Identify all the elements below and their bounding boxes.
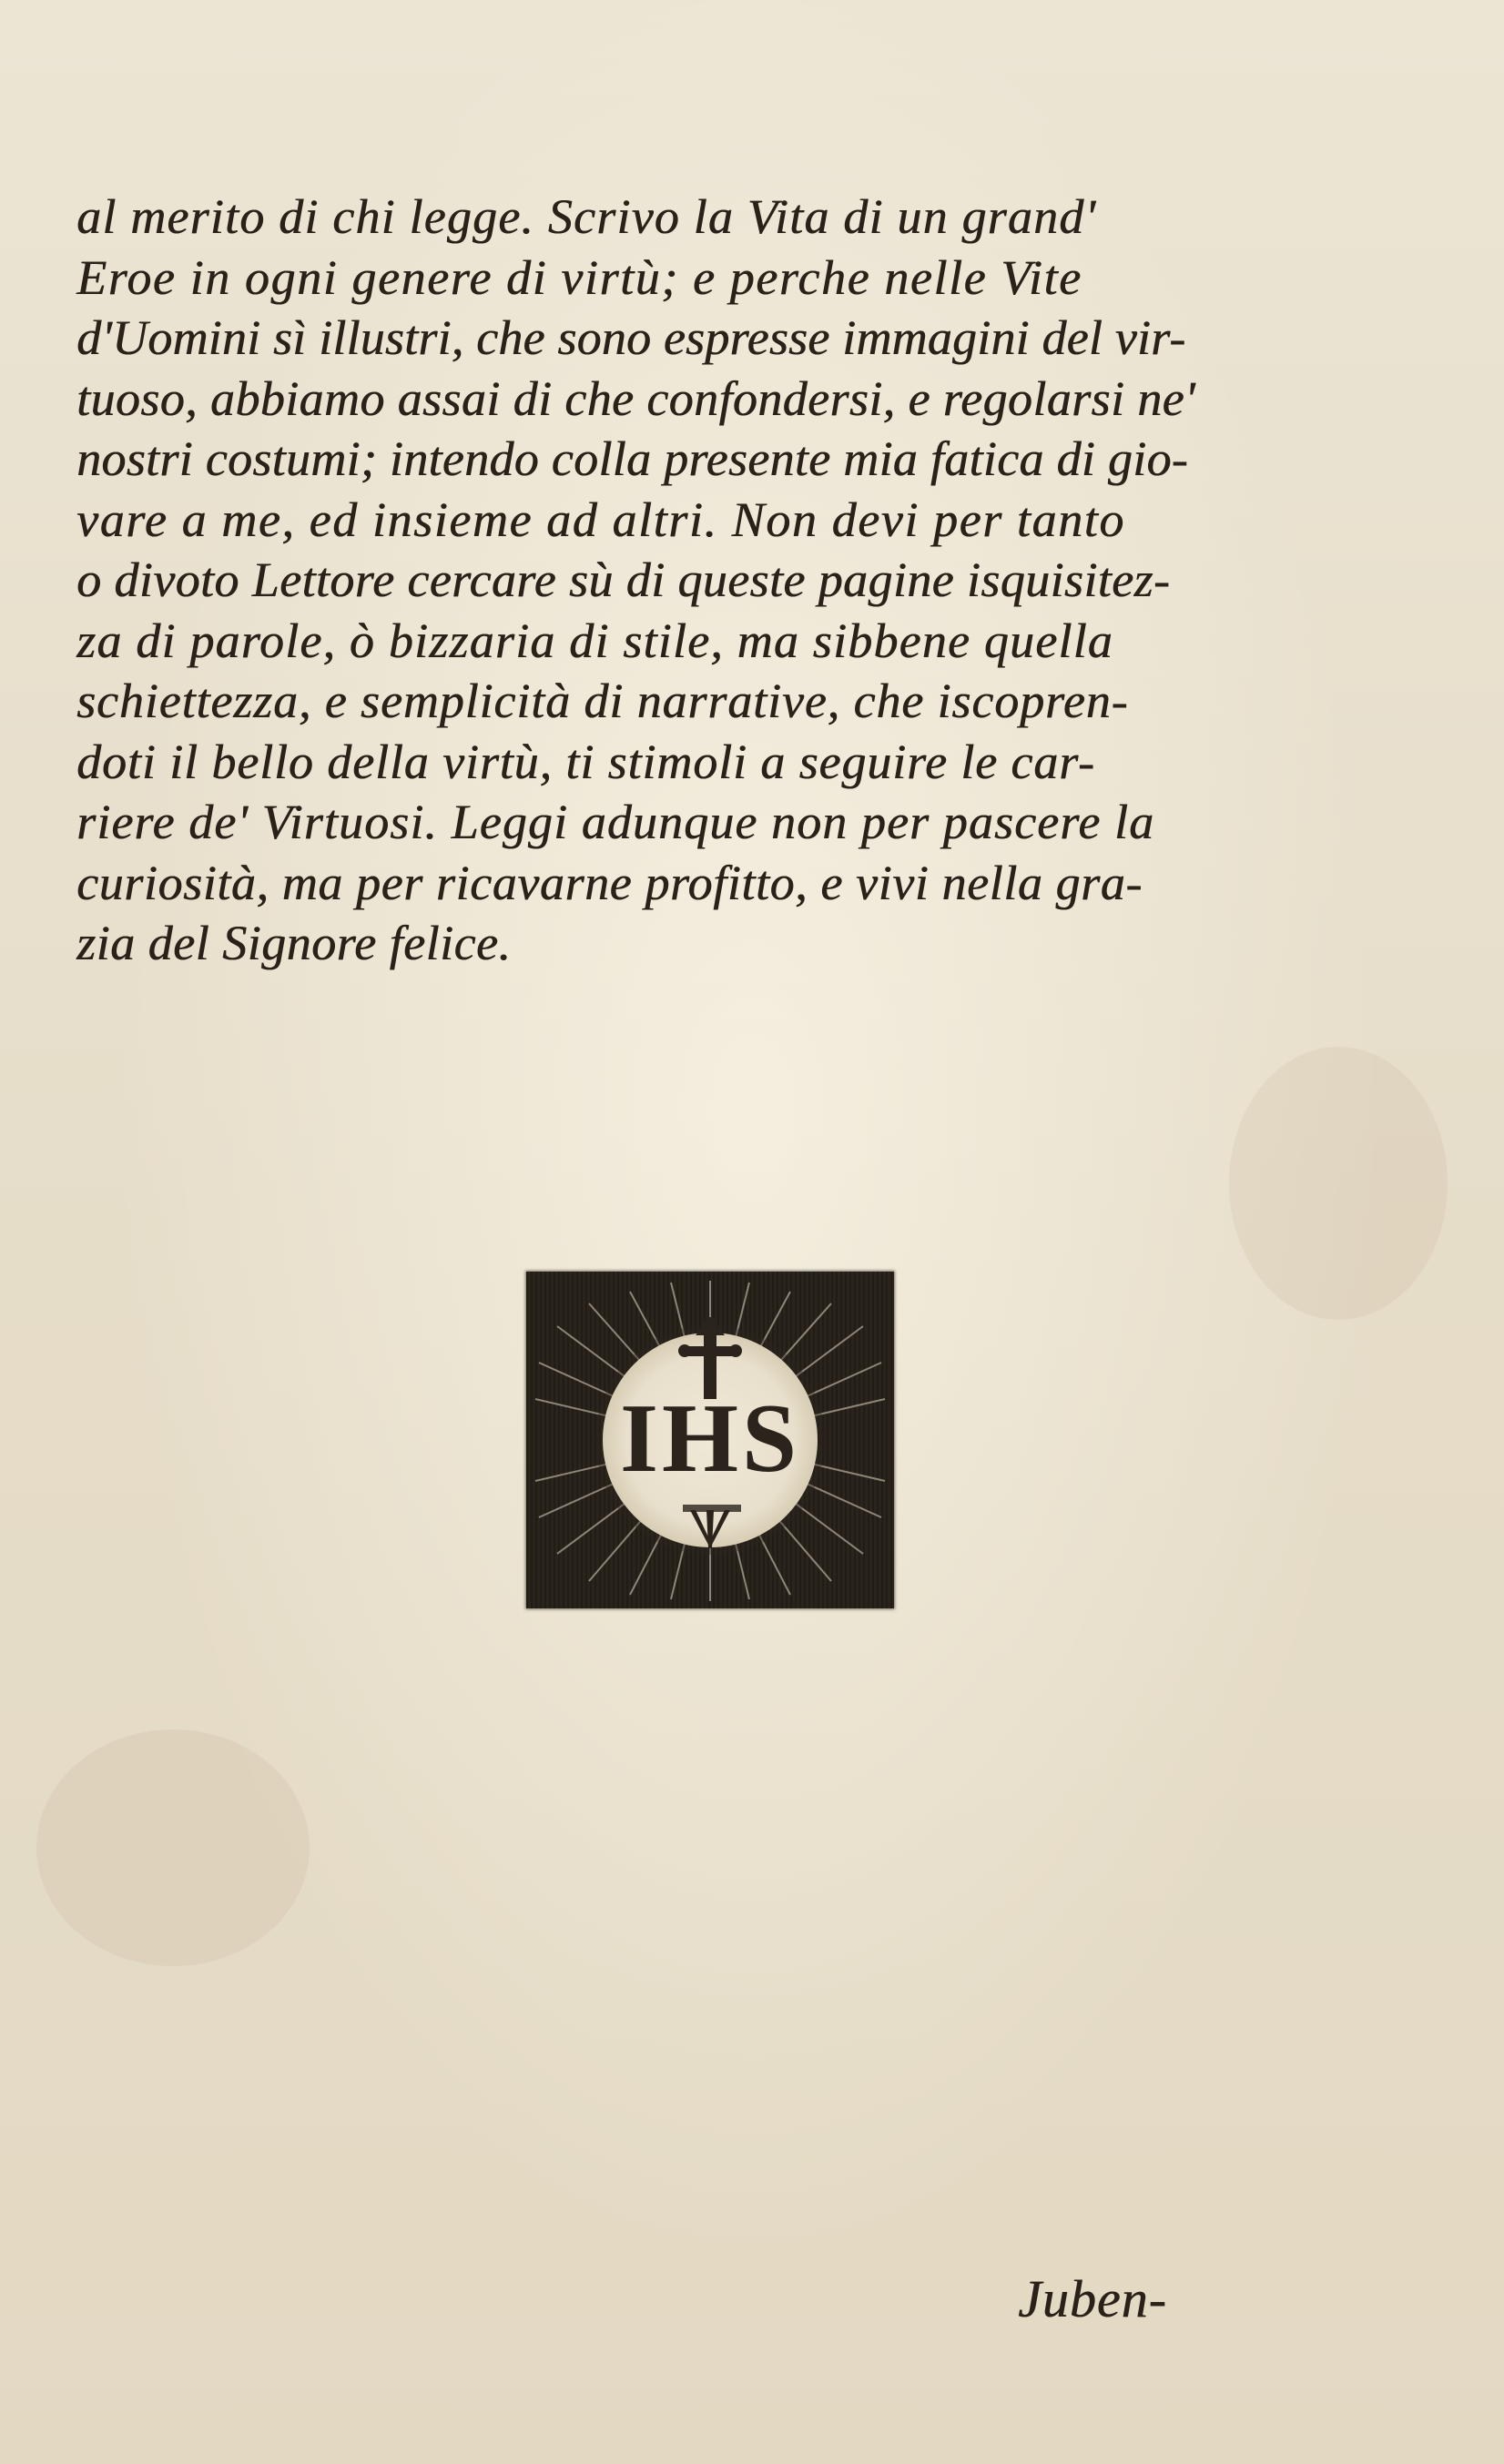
paper-stain — [1229, 1047, 1448, 1320]
text-line: curiosità, ma per ricavarne profitto, e vivi nella gra- — [76, 855, 1143, 910]
text-line: doti il bello della virtù, ti stimoli a seguire le car- — [76, 734, 1095, 789]
text-line: d'Uomini sì illustri, che sono espresse immagini del vir- — [76, 310, 1186, 365]
text-line: za di parole, ò bizzaria di stile, ma sibbene quella — [76, 613, 1113, 668]
text-line: o divoto Lettore cercare sù di queste pagine isquisitez- — [76, 553, 1171, 607]
text-line: Eroe in ogni genere di virtù; e perche nelle Vite — [76, 249, 1082, 305]
text-line: nostri costumi; intendo colla presente mia fatica di gio- — [76, 431, 1188, 486]
paper-stain — [36, 1729, 310, 1966]
ihs-monogram: IHS — [619, 1384, 801, 1493]
catchword: Juben- — [1018, 2269, 1167, 2328]
preface-text-block — [76, 187, 1387, 974]
text-line: riere de' Virtuosi. Leggi adunque non per pascere la — [76, 795, 1155, 849]
text-line: zia del Signore felice. — [76, 916, 512, 970]
text-line: tuoso, abbiamo assai di che confondersi, e regolarsi ne' — [76, 370, 1195, 426]
text-line: schiettezza, e semplicità di narrative, che iscopren- — [76, 674, 1129, 728]
text-line: al merito di chi legge. Scrivo la Vita di un grand' — [76, 189, 1097, 244]
text-line: vare a me, ed insieme ad altri. Non devi per tanto — [76, 492, 1125, 547]
ihs-sunburst-emblem-icon — [526, 1272, 894, 1608]
